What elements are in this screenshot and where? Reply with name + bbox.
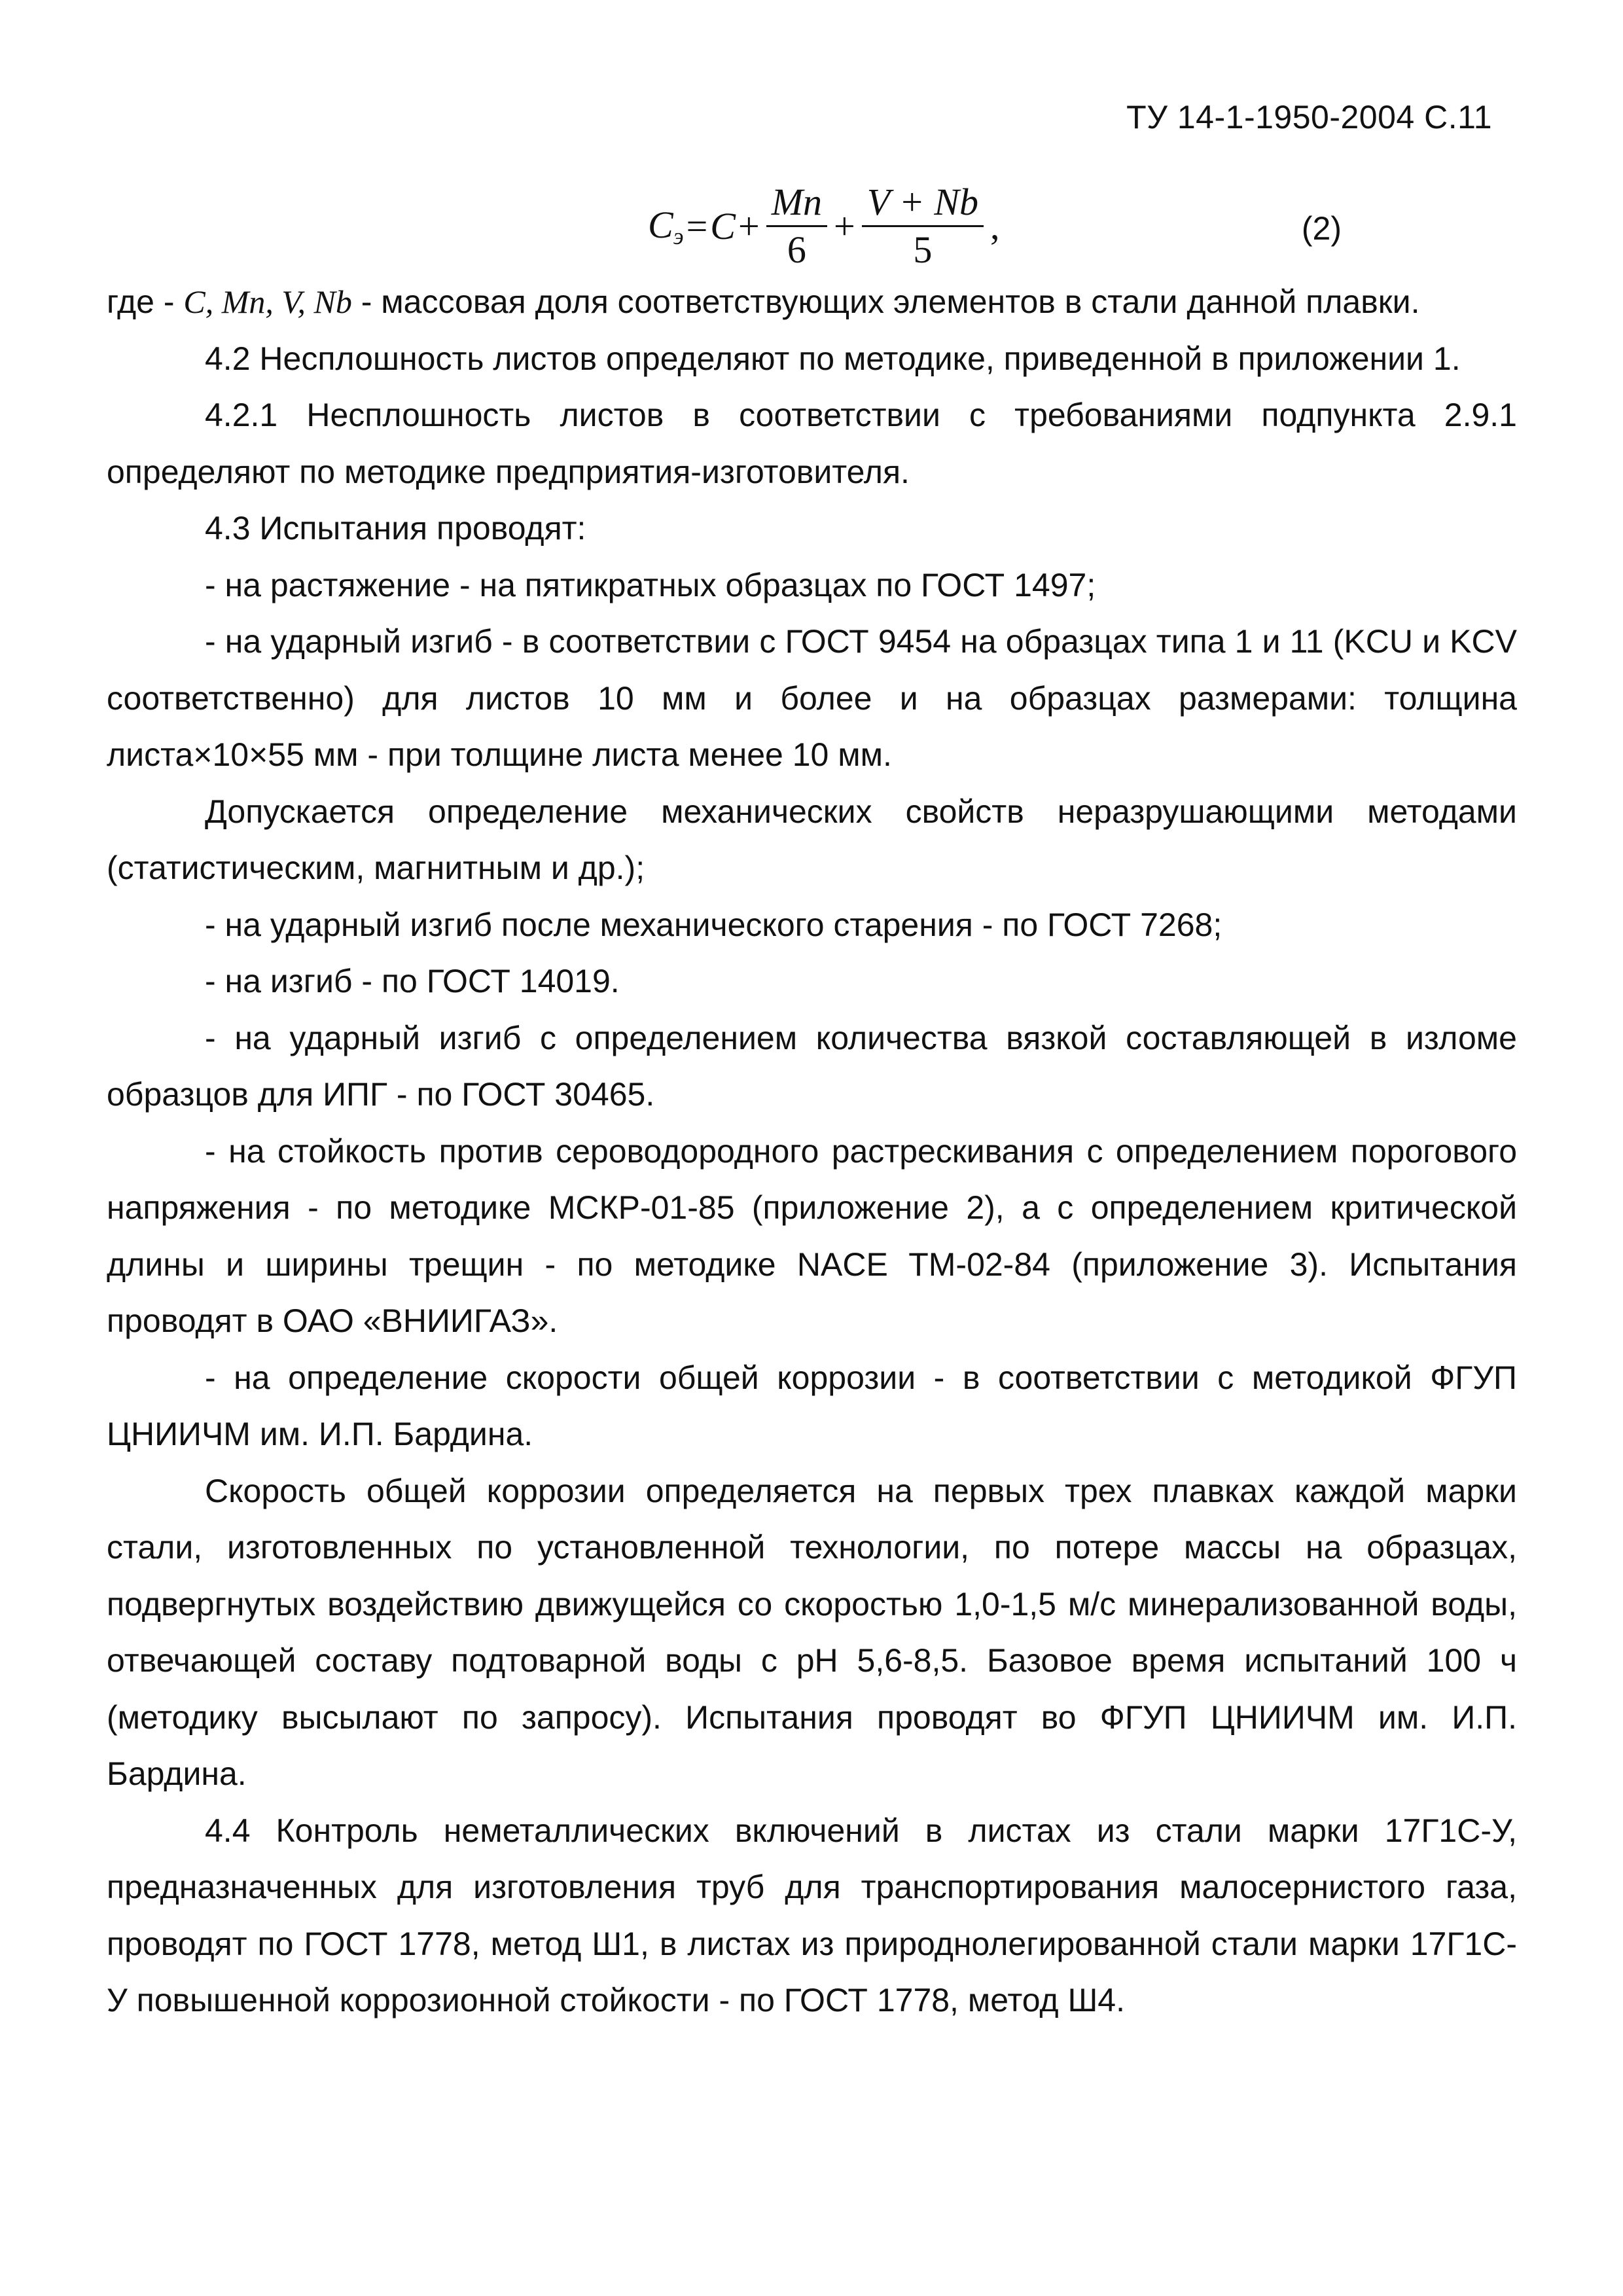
formula-fraction-mn [766,183,827,269]
formula-lhs: $C_э$ [648,203,684,249]
formula-lhs-subscript: э [673,223,684,249]
list-item-bending: - на изгиб - по ГОСТ 14019. [205,963,620,999]
formula-plus-2: + [834,205,855,247]
page-header-doc-ref: ТУ 14-1-1950-2004 С.11 [1126,99,1492,135]
list-item-tensile: - на растяжение - на пятикратных образцах по ГОСТ 1497; [205,566,1096,603]
formula-equals: = [686,205,708,247]
where-symbols: C, Mn, V, Nb [183,283,352,320]
where-definition: где - C, Mn, V, Nb - массовая доля соответствующих элементов в стали данной плавки. [107,283,1420,320]
paragraph-corrosion-method: Скорость общей коррозии определяется на первых трех плавках каждой марки стали, изготовленных по установленной технологии, по потере массы на образцах, подвергнутых воздействию движущейся со скоростью 1,0-1,5 м/с минерализованной воды, отвечающей составу подтоварной воды с pH 5,6-8,5. Базовое время испытаний 100 ч (методику высылают по запросу). Испытания проводят во ФГУП ЦНИИЧМ им. И.П. Бардина. [107,1472,1517,1792]
body-text [107,274,1517,2029]
list-item-corrosion-rate: - на определение скорости общей коррозии - в соответствии с методикой ФГУП ЦНИИЧМ им. И.П. Бардина. [107,1359,1517,1452]
formula-number: (2) [1301,210,1342,247]
fraction-vnb-numerator: V + Nb [862,183,984,227]
paragraph-4-2: 4.2 Несплошность листов определяют по методике, приведенной в приложении 1. [205,340,1461,377]
list-item-impact-bending: - на ударный изгиб - в соответствии с ГОСТ 9454 на образцах типа 1 и 11 (KCU и KCV соответственно) для листов 10 мм и более и на образцах размерами: толщина листа×10×55 мм - при толщине листа менее 10 мм. [107,623,1517,773]
list-item-hydrogen-sulfide: - на стойкость против сероводородного растрескивания с определением порогового напряжения - по методике МСКР-01-85 (приложение 2), а с определением критической длины и ширины трещин - по методике NACE TM-02-84 (приложение 3). Испытания проводят в ОАО «ВНИИГАЗ». [107,1132,1517,1339]
paragraph-4-3: 4.3 Испытания проводят: [205,510,586,547]
paragraph-4-4: 4.4 Контроль неметаллических включений в листах из стали марки 17Г1С-У, предназначенных для изготовления труб для транспортирования малосернистого газа, проводят по ГОСТ 1778, метод Ш1, в листах из природнолегированной стали марки 17Г1С-У повышенной коррозионной стойкости - по ГОСТ 1778, метод Ш4. [107,1812,1517,2018]
fraction-mn-denominator: 6 [787,228,806,271]
formula-comma: , [990,205,1000,247]
formula-fraction-vnb [862,183,984,269]
paragraph-4-2-1: 4.2.1 Несплошность листов в соответствии с требованиями подпункта 2.9.1 определяют по методике предприятия-изготовителя. [107,397,1517,490]
fraction-mn-numerator: Mn [766,183,827,227]
formula-c: C [710,205,736,247]
paragraph-nondestructive: Допускается определение механических свойств неразрушающими методами (статистическим, магнитным и др.); [107,793,1517,886]
carbon-equivalent-formula [648,183,1002,269]
list-item-ductile-fraction: - на ударный изгиб с определением количества вязкой составляющей в изломе образцов для ИПГ - по ГОСТ 30465. [107,1019,1517,1113]
list-item-aging: - на ударный изгиб после механического старения - по ГОСТ 7268; [205,906,1222,943]
fraction-vnb-denominator: 5 [913,228,933,271]
formula-plus-1: + [738,205,760,247]
